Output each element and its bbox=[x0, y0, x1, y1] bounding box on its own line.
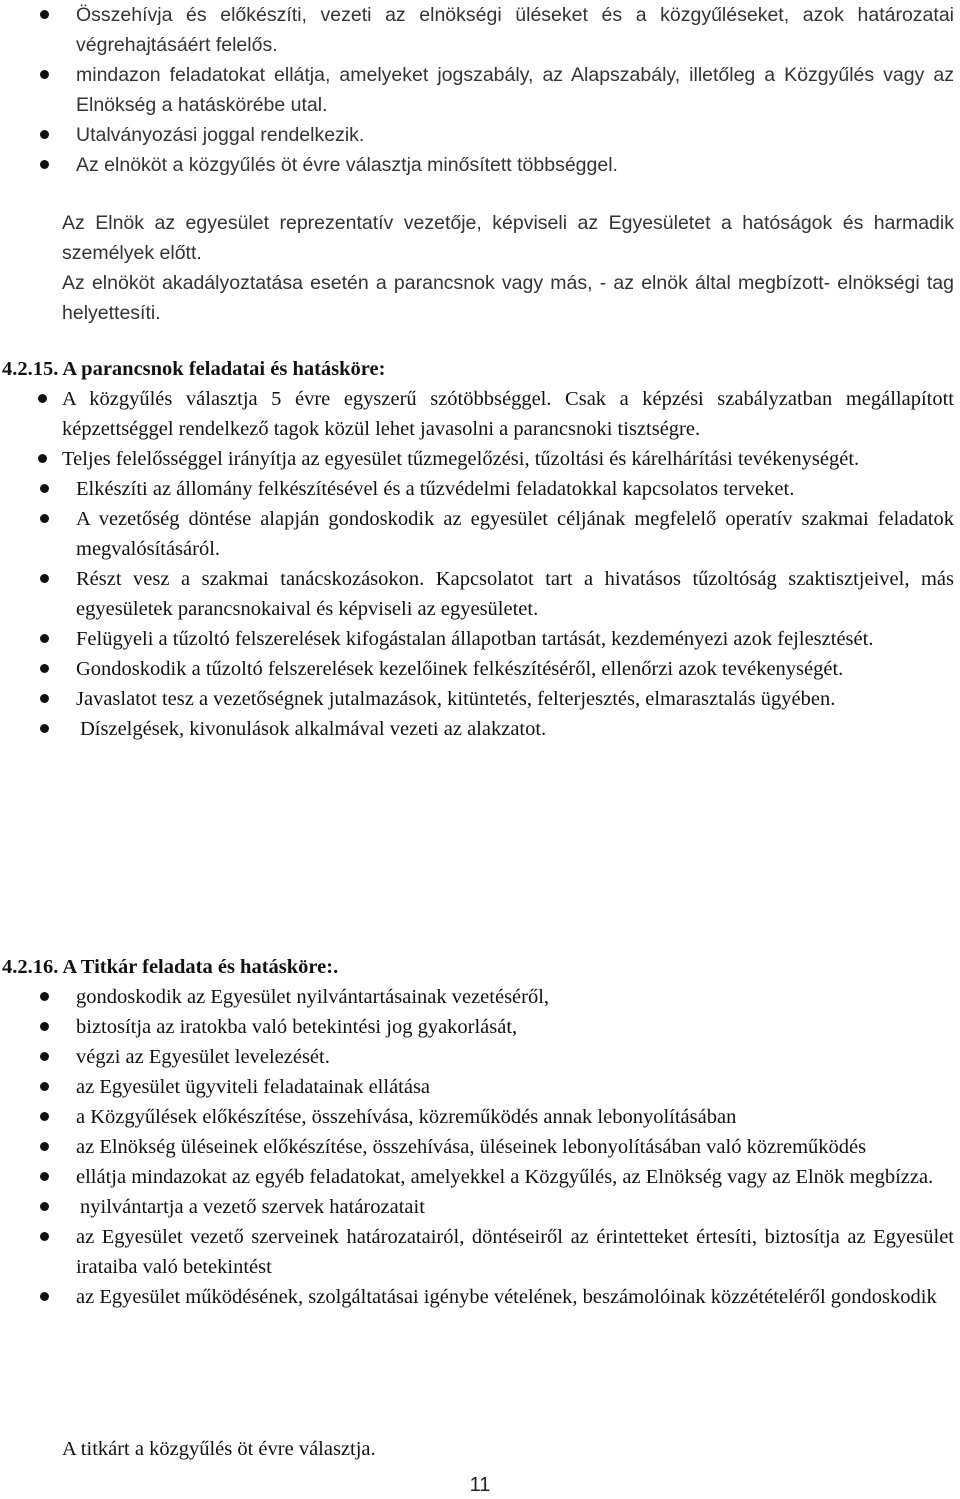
bullet-icon bbox=[40, 1052, 49, 1061]
list-item-text: nyilvántartja a vezető szervek határozatait bbox=[80, 1196, 425, 1218]
secretary-election-note: A titkárt a közgyűlés öt évre választja. bbox=[62, 1438, 376, 1460]
bullet-icon bbox=[40, 514, 49, 523]
bullet-icon bbox=[40, 992, 49, 1001]
list-item bbox=[0, 1042, 960, 1072]
list-item bbox=[0, 1102, 960, 1132]
bullet-icon bbox=[40, 1022, 49, 1031]
bullet-icon bbox=[40, 1202, 49, 1211]
list-item-text: az Elnökség üléseinek előkészítése, összehívása, üléseinek lebonyolításában való közreműködés bbox=[76, 1136, 867, 1158]
bullet-icon bbox=[40, 160, 49, 169]
bullet-icon bbox=[40, 664, 49, 673]
bullet-icon bbox=[40, 1082, 49, 1091]
bullet-icon bbox=[40, 634, 49, 643]
bullet-icon bbox=[40, 1172, 49, 1181]
bullet-icon bbox=[40, 1232, 49, 1241]
list-item bbox=[0, 1072, 960, 1102]
list-item-text: biztosítja az iratokba való betekintési jog gyakorlását, bbox=[76, 1016, 518, 1038]
list-item-text: mindazon feladatokat ellátja, amelyeket jogszabály, az Alapszabály, illetőleg a Közgyűlés vagy az Elnökség a hatáskörébe utal. bbox=[76, 64, 954, 116]
list-item bbox=[0, 1282, 960, 1312]
list-item-text: Összehívja és előkészíti, vezeti az elnökségi üléseket és a közgyűléseket, azok határozatai végrehajtásáért felelős. bbox=[76, 4, 954, 56]
section-heading-titkar bbox=[2, 952, 338, 982]
list-item-text: az Egyesület vezető szerveinek határozatairól, döntéseiről az érintetteket értesíti, biztosítja az Egyesület irataiba való betekintést bbox=[76, 1226, 954, 1278]
list-item-text: Díszelgések, kivonulások alkalmával vezeti az alakzatot. bbox=[80, 718, 547, 740]
list-item-text: Utalványozási joggal rendelkezik. bbox=[76, 124, 365, 146]
list-item-text: Teljes felelősséggel irányítja az egyesület tűzmegelőzési, tűzoltási és kárelhárítási tevékenységét. bbox=[62, 448, 860, 470]
bullet-icon bbox=[40, 130, 49, 139]
list-item bbox=[0, 120, 960, 150]
list-item-text: végzi az Egyesület levelezését. bbox=[76, 1046, 330, 1068]
bullet-icon bbox=[40, 10, 49, 19]
commander-duties-list bbox=[0, 384, 960, 744]
bullet-icon bbox=[40, 70, 49, 79]
list-item-text: gondoskodik az Egyesület nyilvántartásainak vezetéséről, bbox=[76, 986, 550, 1008]
bullet-icon bbox=[40, 1292, 49, 1301]
list-item-text: Részt vesz a szakmai tanácskozásokon. Kapcsolatot tart a hivatásos tűzoltóság szaktisztjeivel, más egyesületek parancsnokaival és képviseli az egyesületet. bbox=[76, 568, 954, 620]
bullet-icon bbox=[40, 1112, 49, 1121]
list-item bbox=[0, 654, 960, 684]
section-title: A Titkár feladata és hatásköre:. bbox=[62, 956, 339, 978]
list-item bbox=[0, 1012, 960, 1042]
list-item-text: az Egyesület működésének, szolgáltatásai igénybe vételének, beszámolóinak közzétételéről gondoskodik bbox=[76, 1286, 937, 1308]
bullet-icon bbox=[40, 484, 49, 493]
list-item-text: az Egyesület ügyviteli feladatainak ellátása bbox=[76, 1076, 431, 1098]
bullet-icon bbox=[38, 394, 47, 403]
list-item bbox=[0, 60, 960, 120]
section-heading-parancsnok bbox=[2, 354, 385, 384]
list-item bbox=[0, 1162, 960, 1192]
section-number: 4.2.15. bbox=[2, 358, 59, 380]
section-number: 4.2.16. bbox=[2, 956, 59, 978]
list-item bbox=[0, 684, 960, 714]
list-item-text: Az elnököt a közgyűlés öt évre választja minősített többséggel. bbox=[76, 154, 618, 176]
bullet-icon bbox=[40, 574, 49, 583]
page-number: 11 bbox=[469, 1474, 491, 1496]
list-item bbox=[0, 564, 960, 624]
list-item-text: ellátja mindazokat az egyéb feladatokat, amelyekkel a Közgyűlés, az Elnökség vagy az Elnök megbízza. bbox=[76, 1166, 934, 1188]
list-item-text: Felügyeli a tűzoltó felszerelések kifogástalan állapotban tartását, kezdeményezi azok fejlesztését. bbox=[76, 628, 874, 650]
section-title: A parancsnok feladatai és hatásköre: bbox=[62, 358, 386, 380]
list-item bbox=[0, 150, 960, 180]
bullet-icon bbox=[38, 454, 47, 463]
list-item bbox=[0, 504, 960, 564]
paragraph-president-deputy: Az elnököt akadályoztatása esetén a parancsnok vagy más, - az elnök által megbízott- elnökségi tag helyettesíti. bbox=[62, 272, 954, 324]
list-item-text: a Közgyűlések előkészítése, összehívása, közreműködés annak lebonyolításában bbox=[76, 1106, 737, 1128]
list-item bbox=[0, 982, 960, 1012]
list-item-text: A közgyűlés választja 5 évre egyszerű szótöbbséggel. Csak a képzési szabályzatban megállapított képzettséggel rendelkező tagok közül lehet javasolni a parancsnoki tisztségre. bbox=[62, 388, 954, 440]
paragraph-president-role: Az Elnök az egyesület reprezentatív vezetője, képviseli az Egyesületet a hatóságok és harmadik személyek előtt. bbox=[62, 212, 954, 264]
list-item bbox=[0, 0, 960, 60]
president-duties-list bbox=[0, 0, 960, 180]
list-item-text: Elkészíti az állomány felkészítésével és a tűzvédelmi feladatokkal kapcsolatos terveket. bbox=[76, 478, 795, 500]
list-item bbox=[0, 714, 960, 744]
list-item bbox=[0, 1222, 960, 1282]
list-item bbox=[0, 1192, 960, 1222]
list-item bbox=[0, 474, 960, 504]
list-item bbox=[0, 444, 960, 474]
list-item-text: A vezetőség döntése alapján gondoskodik az egyesület céljának megfelelő operatív szakmai feladatok megvalósításáról. bbox=[76, 508, 954, 560]
list-item bbox=[0, 1132, 960, 1162]
bullet-icon bbox=[40, 724, 49, 733]
secretary-duties-list bbox=[0, 982, 960, 1312]
list-item bbox=[0, 384, 960, 444]
list-item bbox=[0, 624, 960, 654]
list-item-text: Gondoskodik a tűzoltó felszerelések kezelőinek felkészítéséről, ellenőrzi azok tevékenységét. bbox=[76, 658, 844, 680]
bullet-icon bbox=[40, 1142, 49, 1151]
bullet-icon bbox=[40, 694, 49, 703]
list-item-text: Javaslatot tesz a vezetőségnek jutalmazások, kitüntetés, felterjesztés, elmarasztalás ügyében. bbox=[76, 688, 836, 710]
